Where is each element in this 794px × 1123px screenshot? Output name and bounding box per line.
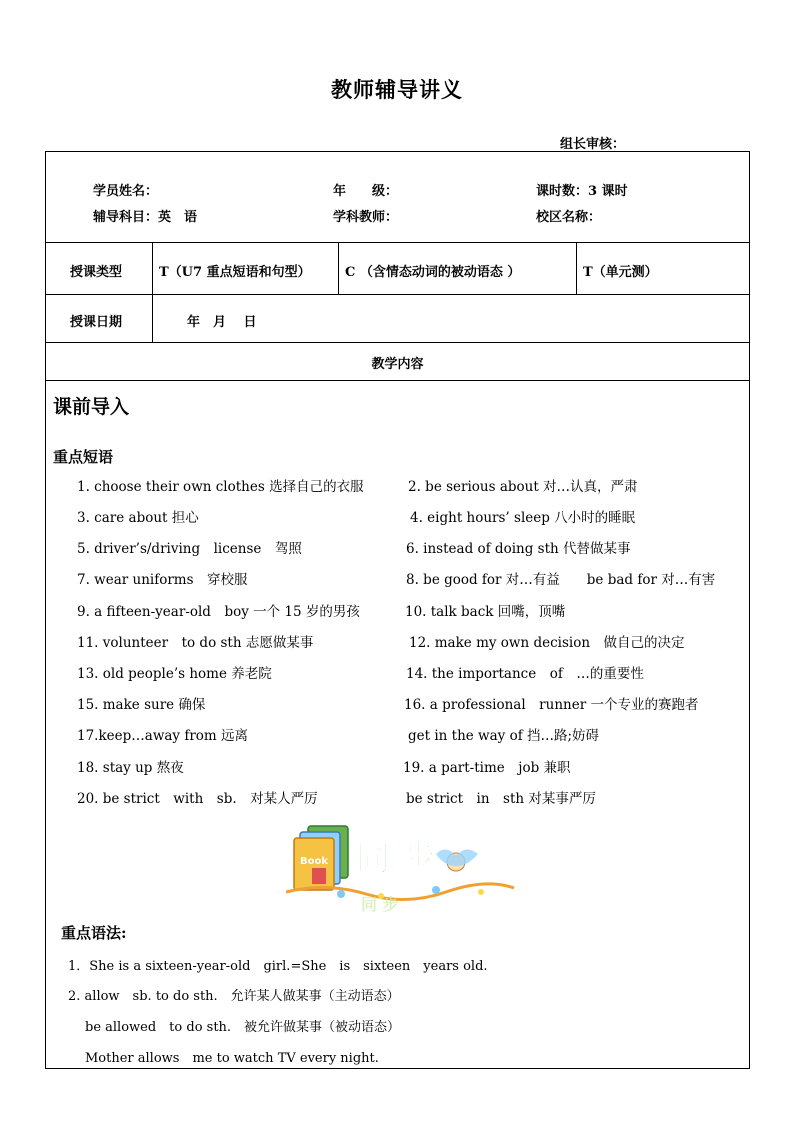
lesson-type-cell-1: T（U7 重点短语和句型） xyxy=(159,265,311,280)
divider xyxy=(152,294,153,342)
phrase-item: 10. talk back 回嘴，顶嘴 xyxy=(405,604,566,620)
phrase-item: 6. instead of doing sth 代替做某事 xyxy=(406,541,631,557)
phrase-item: 5. driver’s/driving license 驾照 xyxy=(77,541,302,557)
phrase-item: 3. care about 担心 xyxy=(77,510,199,526)
grade-label: 年 级： xyxy=(333,184,399,199)
reviewer-label: 组长审核： xyxy=(560,137,626,152)
subject-label: 辅导科目：英 语 xyxy=(93,210,198,225)
grammar-line: 1．She is a sixteen-year-old girl.=She is sixteen years old. xyxy=(68,959,488,974)
phrase-item: 11. volunteer to do sth 志愿做某事 xyxy=(77,635,314,651)
grammar-line: 2. allow sb. to do sth. 允许某人做某事（主动语态） xyxy=(68,989,400,1004)
phrase-item: 15. make sure 确保 xyxy=(77,697,206,713)
lesson-type-cell-2: C （含情态动词的被动语态 ） xyxy=(345,265,521,280)
student-name-label: 学员姓名： xyxy=(93,184,159,199)
teacher-label: 学科教师： xyxy=(333,210,399,225)
phrase-item: be strict in sth 对某事严厉 xyxy=(406,791,596,807)
phrase-item: 12. make my own decision 做自己的决定 xyxy=(409,635,685,651)
phrase-item: 14. the importance of …的重要性 xyxy=(406,666,644,682)
divider xyxy=(152,242,153,294)
grammar-line: be allowed to do sth. 被允许做某事（被动语态） xyxy=(85,1020,401,1035)
phrase-item: 1. choose their own clothes 选择自己的衣服 xyxy=(77,479,364,495)
lesson-date-label: 授课日期 xyxy=(70,315,123,330)
lecture-sheet xyxy=(45,151,750,1069)
lesson-date-value: 年 月 日 xyxy=(187,315,257,330)
phrase-item: 7. wear uniforms 穿校服 xyxy=(77,572,248,588)
divider xyxy=(576,242,577,294)
phrase-item: 8. be good for 对…有益 be bad for 对…有害 xyxy=(406,572,716,588)
phrase-item: 2. be serious about 对…认真，严肃 xyxy=(408,479,638,495)
hours-label: 课时数：3 课时 xyxy=(536,184,628,199)
svg-text:同 步: 同 步 xyxy=(361,895,399,914)
intro-heading: 课前导入 xyxy=(53,396,130,418)
phrase-item: 19. a part-time job 兼职 xyxy=(403,760,571,776)
sync-logo xyxy=(286,814,516,914)
content-header: 教学内容 xyxy=(371,357,424,372)
document-title: 教师辅导讲义 xyxy=(331,77,463,102)
phrase-item: 16. a professional runner 一个专业的赛跑者 xyxy=(404,697,699,713)
phrase-item: 18. stay up 熬夜 xyxy=(77,760,184,776)
divider xyxy=(46,342,749,343)
phrase-item: 4. eight hours’ sleep 八小时的睡眠 xyxy=(410,510,636,526)
phrase-item: get in the way of 挡…路;妨碍 xyxy=(408,728,600,744)
book-text: Book xyxy=(300,856,329,867)
phrase-item: 17.keep…away from 远离 xyxy=(77,728,249,744)
divider xyxy=(46,380,749,381)
phrase-item: 13. old people’s home 养老院 xyxy=(77,666,272,682)
logo-text: 同 步 xyxy=(356,839,436,879)
lesson-type-label: 授课类型 xyxy=(70,265,123,280)
book-stack-icon xyxy=(286,814,516,914)
lesson-type-cell-3: T（单元测） xyxy=(583,265,658,280)
grammar-line: Mother allows me to watch TV every night. xyxy=(85,1051,379,1066)
grammar-heading: 重点语法: xyxy=(61,924,127,942)
phrase-item: 9. a fifteen-year-old boy 一个 15 岁的男孩 xyxy=(77,604,360,620)
divider xyxy=(338,242,339,294)
campus-label: 校区名称： xyxy=(536,210,602,225)
phrase-item: 20. be strict with sb. 对某人严厉 xyxy=(77,791,318,807)
phrases-heading: 重点短语 xyxy=(53,448,114,466)
